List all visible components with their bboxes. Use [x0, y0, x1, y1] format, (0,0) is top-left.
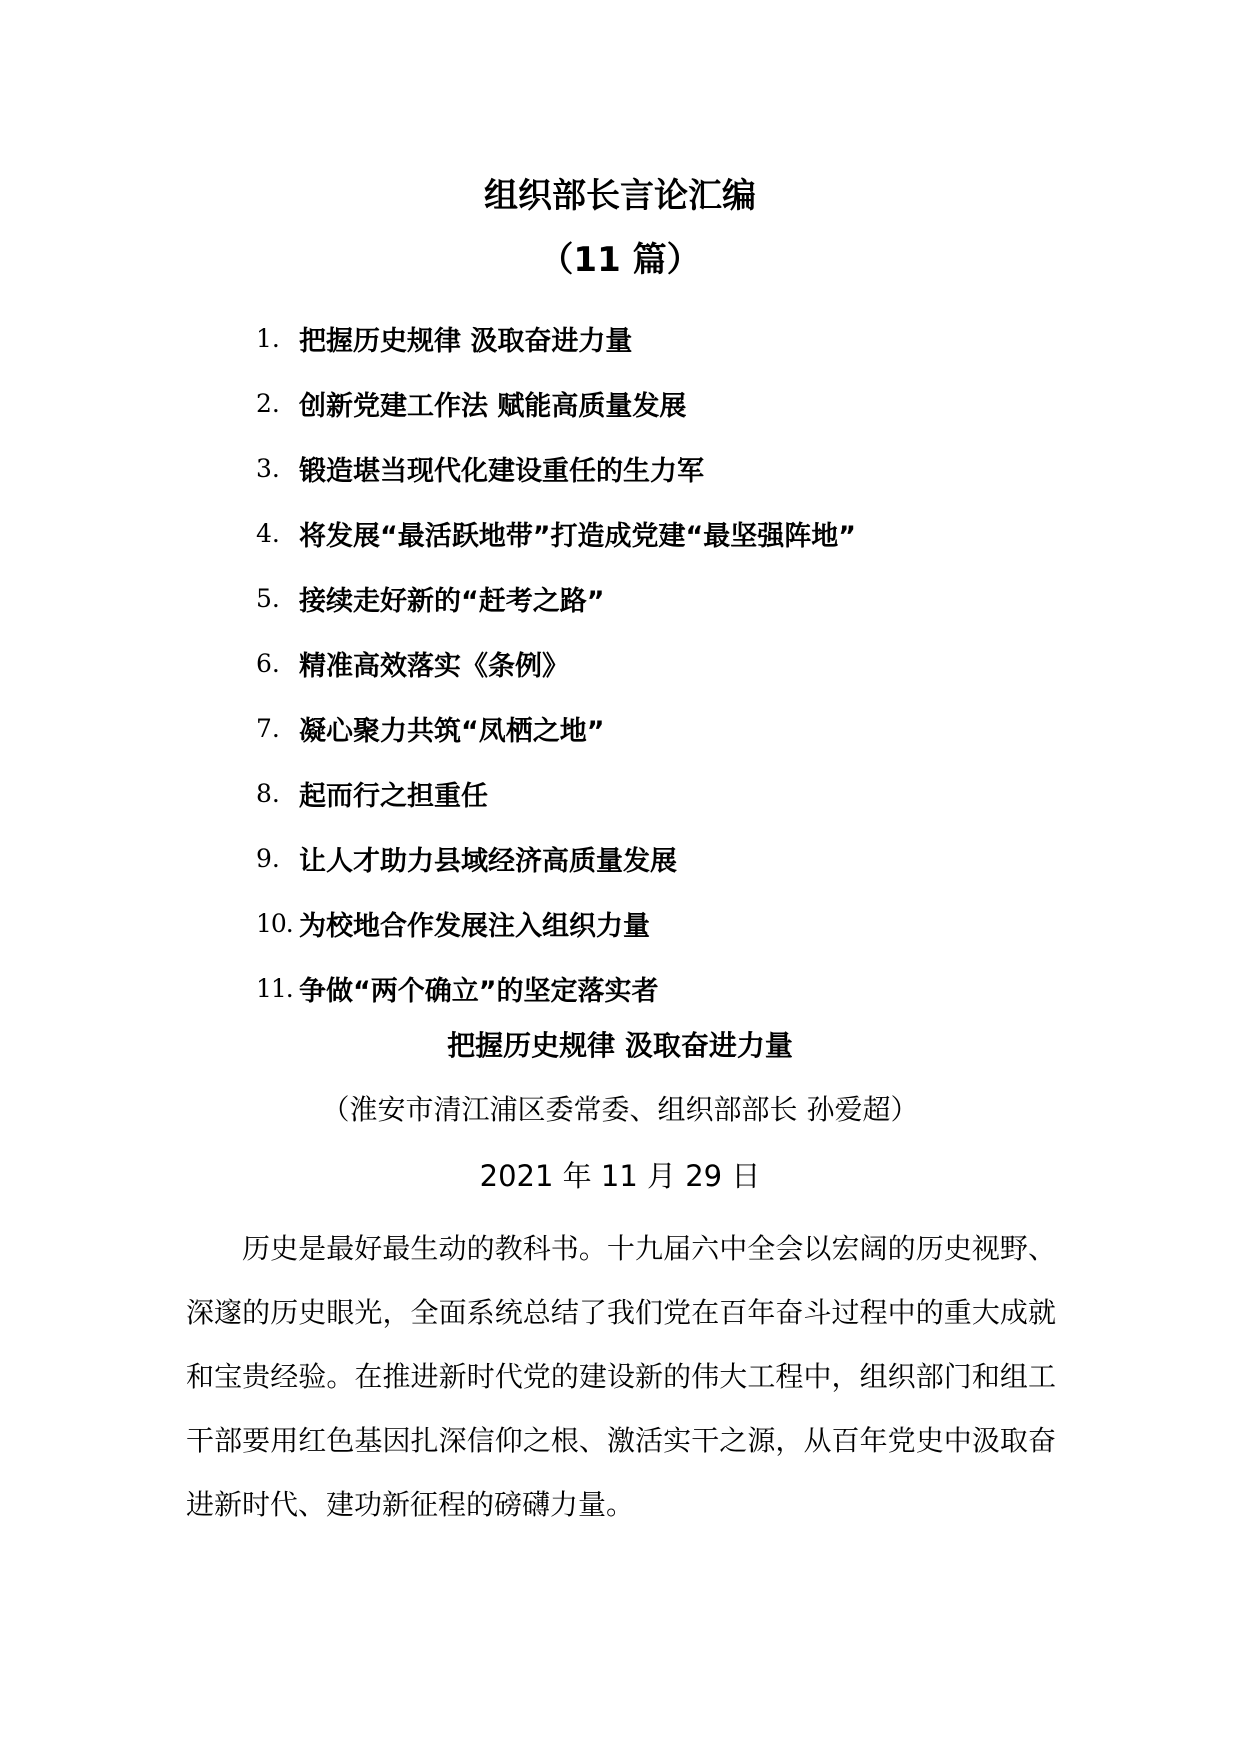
toc-item-1	[256, 306, 856, 371]
toc-item-label: 为校地合作发展注入组织力量	[299, 911, 650, 942]
toc-item-6	[256, 631, 856, 696]
toc-item-label: 接续走好新的“赶考之路”	[299, 586, 605, 617]
article-title: 把握历史规律 汲取奋进力量	[447, 1029, 793, 1062]
toc-item-label: 凝心聚力共筑“凤栖之地”	[299, 716, 605, 747]
toc-item-number: 2.	[256, 389, 280, 418]
toc-item-number: 5.	[256, 584, 280, 613]
article-date: 2021 年 11 月 29 日	[479, 1159, 761, 1193]
toc-item-number: 3.	[256, 454, 280, 483]
toc-item-label: 让人才助力县域经济高质量发展	[299, 846, 677, 877]
toc-item-number: 10.	[256, 909, 293, 938]
toc-item-number: 8.	[256, 779, 280, 808]
toc-item-label: 精准高效落实《条例》	[299, 651, 569, 682]
toc-item-label: 把握历史规律 汲取奋进力量	[299, 326, 633, 357]
toc-item-number: 11.	[256, 974, 293, 1003]
toc-item-7	[256, 696, 856, 761]
toc-item-label: 锻造堪当现代化建设重任的生力军	[299, 456, 704, 487]
toc-item-8	[256, 761, 856, 826]
toc-item-number: 7.	[256, 714, 280, 743]
toc-item-label: 争做“两个确立”的坚定落实者	[299, 976, 659, 1007]
toc-item-4	[256, 501, 856, 566]
toc-item-9	[256, 826, 856, 891]
table-of-contents	[256, 306, 856, 1021]
toc-item-label: 将发展“最活跃地带”打造成党建“最坚强阵地”	[299, 521, 856, 552]
toc-item-label: 起而行之担重任	[299, 781, 488, 812]
toc-item-number: 9.	[256, 844, 280, 873]
toc-item-10	[256, 891, 856, 956]
toc-item-number: 4.	[256, 519, 280, 548]
toc-item-3	[256, 436, 856, 501]
toc-item-2	[256, 371, 856, 436]
toc-item-number: 6.	[256, 649, 280, 678]
article-author: （淮安市清江浦区委常委、组织部部长 孙爱超）	[321, 1093, 919, 1126]
toc-item-11	[256, 956, 856, 1021]
article-paragraph: 历史是最好最生动的教科书。十九届六中全会以宏阔的历史视野、深邃的历史眼光，全面系统总结了我们党在百年奋斗过程中的重大成就和宝贵经验。在推进新时代党的建设新的伟大工程中，组织部门和组工干部要用红色基因扎深信仰之根、激活实干之源，从百年党史中汲取奋进新时代、建功新征程的磅礴力量。	[186, 1232, 1056, 1521]
toc-item-5	[256, 566, 856, 631]
document-subtitle: （11 篇）	[539, 240, 701, 280]
toc-item-number: 1.	[256, 324, 280, 353]
toc-item-label: 创新党建工作法 赋能高质量发展	[299, 391, 687, 422]
document-title: 组织部长言论汇编	[484, 176, 756, 216]
